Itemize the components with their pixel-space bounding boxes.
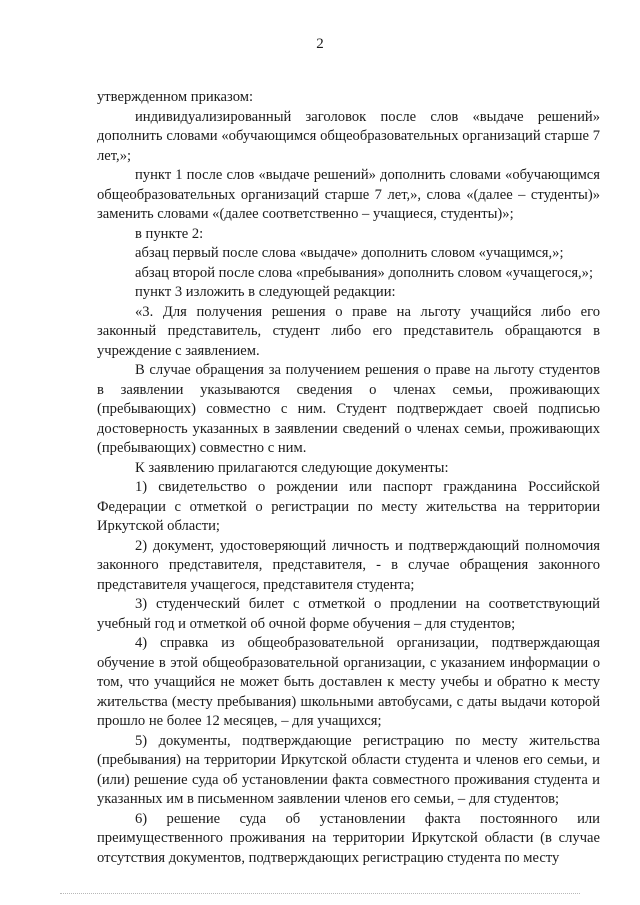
list-item-document-2: 2) документ, удостоверяющий личность и подтверждающий полномочия законного представителя, представителя, - в случае обращения законного представителя учащегося, представителя студента; bbox=[97, 537, 600, 593]
paragraph-point-3-text: «3. Для получения решения о праве на льготу учащийся либо его законный представитель, студент либо его представитель обращаются в учреждение с заявлением. bbox=[97, 303, 600, 359]
page-number: 2 bbox=[316, 36, 324, 52]
document-body bbox=[97, 88, 600, 868]
paragraph-documents-intro: К заявлению прилагаются следующие документы: bbox=[135, 459, 449, 476]
list-item-document-4: 4) справка из общеобразовательной организации, подтверждающая обучение в этой общеобразовательной организации, с указанием информации о том, что учащийся не может быть доставлен к месту учебы и обратно к месту жительства (месту пребывания) школьными автобусами, с даты выдачи которой прошло не более 12 месяцев, – для учащихся; bbox=[97, 635, 600, 729]
page-bottom-edge bbox=[60, 893, 580, 894]
paragraph-student-application: В случае обращения за получением решения о праве на льготу студентов в заявлении указываются сведения о членах семьи, проживающих (пребывающих) совместно с ним. Студент подтверждает своей подписью достоверность указанных в заявлении сведений о членах семьи, проживающих (пребывающих) совместно с ним. bbox=[97, 362, 600, 456]
list-item-document-6: 6) решение суда об установлении факта постоянного или преимущественного проживания на территории Иркутской области (в случае отсутствия документов, подтверждающих регистрацию студента по месту bbox=[97, 810, 600, 866]
list-item-document-5: 5) документы, подтверждающие регистрацию по месту жительства (пребывания) на территории Иркутской области студента и членов его семьи, и (или) решение суда об установлении факта совместного проживания студента и указанных им в письменном заявлении членов его семьи, – для студентов; bbox=[97, 732, 600, 807]
list-item-document-3: 3) студенческий билет с отметкой о продлении на соответствующий учебный год и отметкой об очной форме обучения – для студентов; bbox=[97, 596, 600, 632]
list-item-document-1: 1) свидетельство о рождении или паспорт гражданина Российской Федерации с отметкой о регистрации по месту жительства на территории Иркутской области; bbox=[97, 479, 600, 534]
paragraph-point-1-amendment: пункт 1 после слов «выдаче решений» дополнить словами «обучающимся общеобразовательных организаций старше 7 лет,», слова «(далее – студенты)» заменить словами «(далее соответственно – учащиеся, студенты)»; bbox=[97, 167, 600, 222]
paragraph-point-2-second-abzac: абзац второй после слова «пребывания» дополнить словом «учащегося,»; bbox=[135, 264, 594, 281]
paragraph-point-2-intro: в пункте 2: bbox=[135, 225, 204, 242]
paragraph-intro: утвержденном приказом: bbox=[97, 89, 254, 105]
paragraph-point-2-first-abzac: абзац первый после слова «выдаче» дополнить словом «учащимся,»; bbox=[135, 245, 564, 261]
paragraph-point-3-intro: пункт 3 изложить в следующей редакции: bbox=[135, 284, 396, 300]
paragraph-heading-amendment: индивидуализированный заголовок после слов «выдаче решений» дополнить словами «обучающимся общеобразовательных организаций старше 7 лет,»; bbox=[97, 108, 600, 164]
